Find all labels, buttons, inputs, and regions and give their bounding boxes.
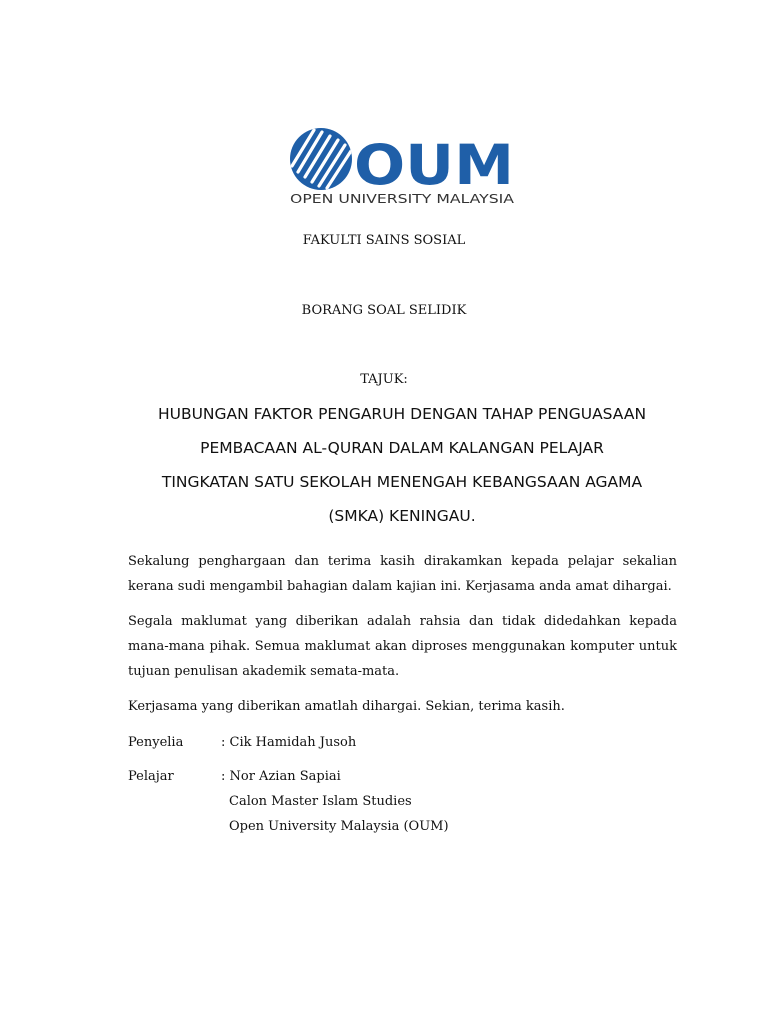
thesis-title-line: (SMKA) KENINGAU. bbox=[328, 507, 476, 525]
intro-paragraph: Sekalung penghargaan dan terima kasih dirakamkan kepada pelajar sekalian kerana sudi mengambil bahagian dalam kajian ini. Kerjasama anda amat dihargai. bbox=[128, 554, 677, 594]
thesis-title bbox=[100, 397, 704, 533]
thesis-title-line: HUBUNGAN FAKTOR PENGARUH DENGAN TAHAP PENGUASAAN bbox=[157, 405, 647, 423]
tajuk-label: TAJUK: bbox=[360, 372, 408, 387]
closing-paragraph: Kerjasama yang diberikan amatlah dihargai. Sekian, terima kasih. bbox=[128, 699, 565, 714]
thesis-title-line: PEMBACAAN AL-QURAN DALAM KALANGAN PELAJAR bbox=[200, 439, 604, 457]
oum-logo bbox=[288, 126, 518, 210]
faculty-heading: FAKULTI SAINS SOSIAL bbox=[302, 233, 466, 248]
student-name: : Nor Azian Sapiai bbox=[221, 769, 341, 784]
student-institution: Open University Malaysia (OUM) bbox=[229, 819, 449, 834]
confidentiality-paragraph: Segala maklumat yang diberikan adalah rahsia dan tidak didedahkan kepada mana-mana pihak. Semua maklumat akan diproses menggunakan komputer untuk tujuan penulisan akademik semata-mata. bbox=[128, 614, 677, 679]
thesis-title-line: TINGKATAN SATU SEKOLAH MENENGAH KEBANGSAAN AGAMA bbox=[161, 473, 643, 491]
student-label: Pelajar bbox=[128, 769, 174, 784]
logo-brand-letters: OUM bbox=[354, 133, 514, 197]
student-program: Calon Master Islam Studies bbox=[229, 794, 412, 809]
supervisor-label: Penyelia bbox=[128, 735, 184, 750]
supervisor-name: : Cik Hamidah Jusoh bbox=[221, 735, 357, 750]
oum-logo-graphic bbox=[288, 126, 518, 210]
logo-full-name: OPEN UNIVERSITY MALAYSIA bbox=[290, 191, 515, 206]
form-title: BORANG SOAL SELIDIK bbox=[301, 303, 467, 318]
